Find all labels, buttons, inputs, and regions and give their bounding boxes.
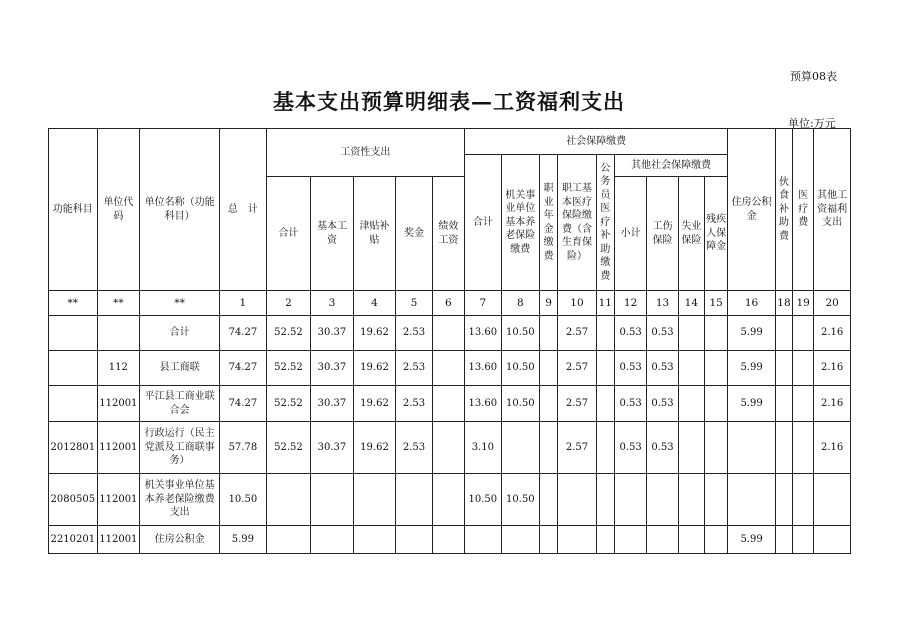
header-other-welfare: 其他工资福利支出 xyxy=(814,129,851,291)
value-cell: 2.53 xyxy=(396,386,432,422)
value-cell xyxy=(705,422,728,474)
value-cell: 2.57 xyxy=(558,351,596,386)
value-cell xyxy=(614,526,646,554)
value-cell: 2.53 xyxy=(396,351,432,386)
header-allowance: 津贴补贴 xyxy=(353,177,396,291)
value-cell xyxy=(311,474,354,526)
value-cell xyxy=(678,386,704,422)
table-row xyxy=(49,474,851,526)
value-cell: 74.27 xyxy=(220,316,267,351)
function-code-cell xyxy=(49,351,98,386)
value-cell: 30.37 xyxy=(311,351,354,386)
index-cell: 16 xyxy=(728,291,776,316)
value-cell: 0.53 xyxy=(647,351,678,386)
table-row xyxy=(49,422,851,474)
index-cell: 5 xyxy=(396,291,432,316)
value-cell: 2.57 xyxy=(558,316,596,351)
value-cell: 2.16 xyxy=(814,351,851,386)
header-medical-fee: 医疗费 xyxy=(793,129,814,291)
index-cell: ** xyxy=(140,291,220,316)
header-unit-code: 单位代码 xyxy=(97,129,140,291)
unit-name-cell: 机关事业单位基本养老保险缴费支出 xyxy=(140,474,220,526)
index-row xyxy=(49,291,851,316)
value-cell xyxy=(540,316,558,351)
unit-code-cell: 112 xyxy=(97,351,140,386)
unit-name-cell: 行政运行（民主党派及工商联事务） xyxy=(140,422,220,474)
value-cell: 52.52 xyxy=(266,422,311,474)
value-cell: 0.53 xyxy=(614,351,646,386)
value-cell xyxy=(353,526,396,554)
index-cell: ** xyxy=(49,291,98,316)
value-cell xyxy=(432,474,464,526)
value-cell xyxy=(775,526,792,554)
value-cell xyxy=(501,526,539,554)
unit-code-cell: 112001 xyxy=(97,386,140,422)
function-code-cell: 2210201 xyxy=(49,526,98,554)
index-cell: 2 xyxy=(266,291,311,316)
header-wage-group: 工资性支出 xyxy=(266,129,464,177)
table-row xyxy=(49,351,851,386)
index-cell: 11 xyxy=(596,291,614,316)
index-cell: 10 xyxy=(558,291,596,316)
value-cell xyxy=(793,422,814,474)
unit-name-cell: 县工商联 xyxy=(140,351,220,386)
value-cell: 0.53 xyxy=(614,422,646,474)
value-cell xyxy=(596,526,614,554)
header-annuity: 职业年金缴费 xyxy=(540,155,558,291)
header-civil-medical: 公务员医疗补助缴费 xyxy=(596,155,614,291)
value-cell xyxy=(596,316,614,351)
value-cell xyxy=(647,474,678,526)
value-cell xyxy=(432,316,464,351)
value-cell xyxy=(501,422,539,474)
header-unit-name: 单位名称（功能科目） xyxy=(140,129,220,291)
value-cell: 10.50 xyxy=(501,474,539,526)
value-cell: 0.53 xyxy=(647,386,678,422)
value-cell xyxy=(705,474,728,526)
function-code-cell: 2012801 xyxy=(49,422,98,474)
value-cell xyxy=(775,316,792,351)
value-cell xyxy=(540,474,558,526)
value-cell: 57.78 xyxy=(220,422,267,474)
value-cell: 2.53 xyxy=(396,422,432,474)
value-cell xyxy=(728,474,776,526)
value-cell xyxy=(728,422,776,474)
value-cell: 30.37 xyxy=(311,316,354,351)
value-cell: 0.53 xyxy=(647,422,678,474)
value-cell: 74.27 xyxy=(220,386,267,422)
index-cell: ** xyxy=(97,291,140,316)
header-other-subtotal: 小计 xyxy=(614,177,646,291)
index-cell: 1 xyxy=(220,291,267,316)
value-cell: 2.57 xyxy=(558,422,596,474)
value-cell xyxy=(432,351,464,386)
value-cell: 5.99 xyxy=(728,316,776,351)
table-row xyxy=(49,316,851,351)
value-cell: 19.62 xyxy=(353,316,396,351)
value-cell: 5.99 xyxy=(728,351,776,386)
header-housing-fund: 住房公积金 xyxy=(728,129,776,291)
header-wage-total: 合计 xyxy=(266,177,311,291)
header-pension: 机关事业单位基本养老保险缴费 xyxy=(501,155,539,291)
page-title: 基本支出预算明细表—工资福利支出 xyxy=(273,89,625,114)
value-cell: 19.62 xyxy=(353,386,396,422)
value-cell: 52.52 xyxy=(266,351,311,386)
value-cell xyxy=(775,386,792,422)
index-cell: 18 xyxy=(775,291,792,316)
header-unemployment: 失业保险 xyxy=(678,177,704,291)
header-other-social-group: 其他社会保障缴费 xyxy=(614,155,727,177)
value-cell xyxy=(596,351,614,386)
index-cell: 12 xyxy=(614,291,646,316)
value-cell xyxy=(396,474,432,526)
value-cell: 52.52 xyxy=(266,316,311,351)
index-cell: 7 xyxy=(465,291,501,316)
value-cell xyxy=(540,351,558,386)
value-cell xyxy=(678,422,704,474)
value-cell xyxy=(678,316,704,351)
budget-table xyxy=(48,128,851,554)
value-cell: 74.27 xyxy=(220,351,267,386)
index-cell: 19 xyxy=(793,291,814,316)
value-cell: 5.99 xyxy=(728,526,776,554)
index-cell: 6 xyxy=(432,291,464,316)
header-total: 总 计 xyxy=(220,129,267,291)
value-cell: 0.53 xyxy=(647,316,678,351)
index-cell: 3 xyxy=(311,291,354,316)
value-cell xyxy=(814,526,851,554)
header-basic-wage: 基本工资 xyxy=(311,177,354,291)
value-cell xyxy=(678,351,704,386)
value-cell: 5.99 xyxy=(220,526,267,554)
value-cell xyxy=(432,526,464,554)
value-cell: 3.10 xyxy=(465,422,501,474)
header-performance: 绩效工资 xyxy=(432,177,464,291)
unit-code-cell: 112001 xyxy=(97,422,140,474)
unit-name-cell: 合计 xyxy=(140,316,220,351)
header-function-subject: 功能科目 xyxy=(49,129,98,291)
function-code-cell xyxy=(49,386,98,422)
unit-code-cell: 112001 xyxy=(97,474,140,526)
value-cell xyxy=(705,386,728,422)
unit-name-cell: 住房公积金 xyxy=(140,526,220,554)
value-cell: 10.50 xyxy=(220,474,267,526)
value-cell xyxy=(311,526,354,554)
value-cell xyxy=(647,526,678,554)
value-cell xyxy=(705,316,728,351)
value-cell xyxy=(793,386,814,422)
index-cell: 14 xyxy=(678,291,704,316)
value-cell xyxy=(705,526,728,554)
index-cell: 13 xyxy=(647,291,678,316)
index-cell: 4 xyxy=(353,291,396,316)
value-cell xyxy=(266,526,311,554)
value-cell xyxy=(814,474,851,526)
value-cell xyxy=(596,422,614,474)
value-cell xyxy=(793,316,814,351)
function-code-cell: 2080505 xyxy=(49,474,98,526)
value-cell: 10.50 xyxy=(465,474,501,526)
value-cell xyxy=(396,526,432,554)
value-cell xyxy=(793,351,814,386)
index-cell: 15 xyxy=(705,291,728,316)
function-code-cell xyxy=(49,316,98,351)
index-cell: 9 xyxy=(540,291,558,316)
form-number: 预算08表 xyxy=(790,70,837,83)
value-cell xyxy=(705,351,728,386)
table-row xyxy=(49,386,851,422)
value-cell xyxy=(558,474,596,526)
header-bonus: 奖金 xyxy=(396,177,432,291)
value-cell xyxy=(353,474,396,526)
unit-code-cell xyxy=(97,316,140,351)
value-cell: 30.37 xyxy=(311,386,354,422)
value-cell xyxy=(432,386,464,422)
value-cell xyxy=(540,526,558,554)
index-cell: 8 xyxy=(501,291,539,316)
value-cell xyxy=(596,474,614,526)
index-cell: 20 xyxy=(814,291,851,316)
value-cell: 2.16 xyxy=(814,422,851,474)
value-cell xyxy=(596,386,614,422)
header-medical: 职工基本医疗保险缴费（含生育保险） xyxy=(558,155,596,291)
header-social-total: 合计 xyxy=(465,155,501,291)
value-cell xyxy=(614,474,646,526)
unit-label: 单位:万元 xyxy=(788,117,836,130)
value-cell xyxy=(793,474,814,526)
value-cell: 19.62 xyxy=(353,351,396,386)
value-cell: 10.50 xyxy=(501,316,539,351)
unit-name-cell: 平江县工商业联合会 xyxy=(140,386,220,422)
value-cell xyxy=(775,474,792,526)
value-cell xyxy=(793,526,814,554)
value-cell xyxy=(540,386,558,422)
value-cell xyxy=(465,526,501,554)
value-cell: 5.99 xyxy=(728,386,776,422)
value-cell: 30.37 xyxy=(311,422,354,474)
header-injury: 工伤保险 xyxy=(647,177,678,291)
value-cell: 19.62 xyxy=(353,422,396,474)
header-social-group: 社会保障缴费 xyxy=(465,129,728,155)
value-cell: 52.52 xyxy=(266,386,311,422)
value-cell xyxy=(678,526,704,554)
value-cell xyxy=(432,422,464,474)
unit-code-cell: 112001 xyxy=(97,526,140,554)
value-cell: 2.16 xyxy=(814,316,851,351)
header-disability: 残疾人保障金 xyxy=(705,177,728,291)
value-cell: 2.57 xyxy=(558,386,596,422)
value-cell: 10.50 xyxy=(501,351,539,386)
value-cell: 13.60 xyxy=(465,316,501,351)
value-cell: 0.53 xyxy=(614,386,646,422)
value-cell: 2.16 xyxy=(814,386,851,422)
value-cell xyxy=(266,474,311,526)
value-cell: 10.50 xyxy=(501,386,539,422)
value-cell xyxy=(775,422,792,474)
value-cell xyxy=(775,351,792,386)
value-cell: 13.60 xyxy=(465,351,501,386)
value-cell xyxy=(540,422,558,474)
value-cell: 13.60 xyxy=(465,386,501,422)
value-cell: 0.53 xyxy=(614,316,646,351)
header-meal: 伙食补助费 xyxy=(775,129,792,291)
table-row xyxy=(49,526,851,554)
value-cell: 2.53 xyxy=(396,316,432,351)
value-cell xyxy=(678,474,704,526)
value-cell xyxy=(558,526,596,554)
